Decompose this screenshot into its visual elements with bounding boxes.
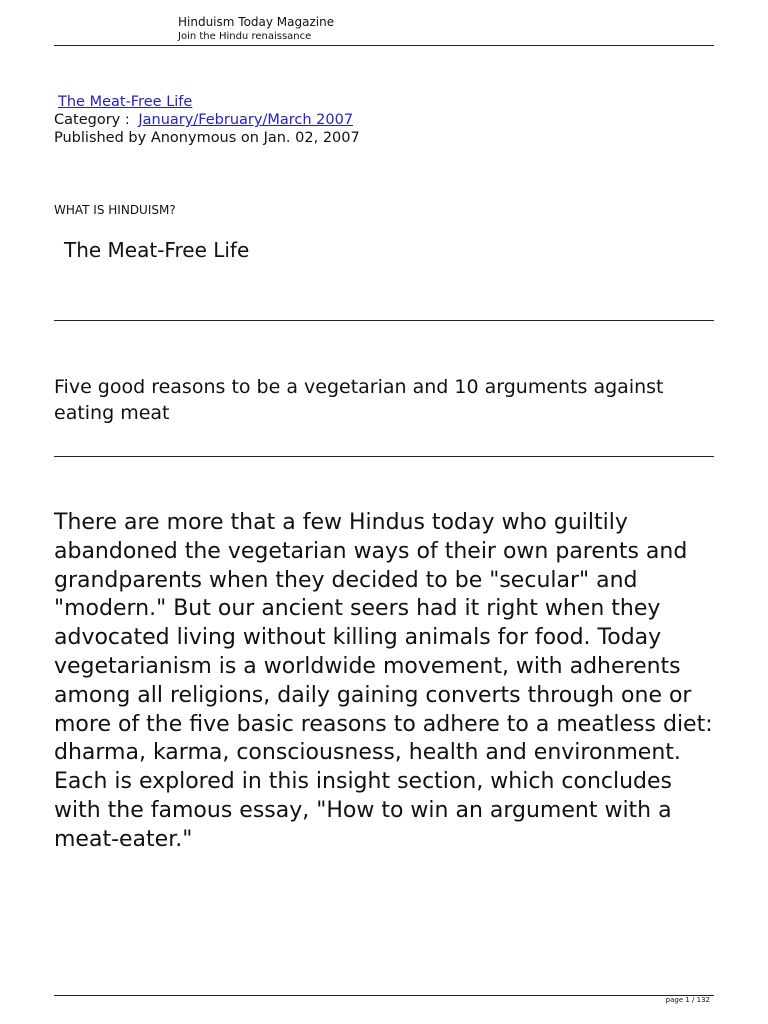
page-number: page 1 / 132: [665, 996, 710, 1004]
article-body: There are more that a few Hindus today who guiltily abandoned the vegetarian ways of their own parents and grandparents when they decided to be "secular" and "modern." But our ancient seers had it right when they advocated living without killing animals for food. Today vegetarianism is a worldwide movement, with adherents among all religions, daily gaining converts through one or more of the five basic reasons to adhere to a meatless diet: dharma, karma, consciousness, health and environment. Each is explored in this insight section, which concludes with the famous essay, "How to win an argument with a meat-eater.": [54, 510, 713, 852]
title-divider: [54, 320, 714, 321]
category-link[interactable]: January/February/March 2007: [138, 112, 354, 128]
magazine-name: Hinduism Today Magazine: [178, 15, 335, 29]
header-divider: [54, 45, 714, 46]
article-subtitle: Five good reasons to be a vegetarian and 10 arguments against eating meat: [54, 376, 664, 424]
section-label: WHAT IS HINDUISM?: [54, 203, 176, 217]
article-title: The Meat-Free Life: [64, 238, 250, 262]
magazine-tagline: Join the Hindu renaissance: [178, 31, 312, 42]
footer-divider: [54, 995, 714, 996]
title-link-line: [54, 93, 192, 111]
published-line: Published by Anonymous on Jan. 02, 2007: [54, 130, 360, 146]
category-label: Category :: [54, 112, 130, 128]
subtitle-divider: [54, 456, 714, 457]
article-title-link[interactable]: The Meat-Free Life: [58, 94, 193, 110]
category-line: [54, 111, 353, 129]
